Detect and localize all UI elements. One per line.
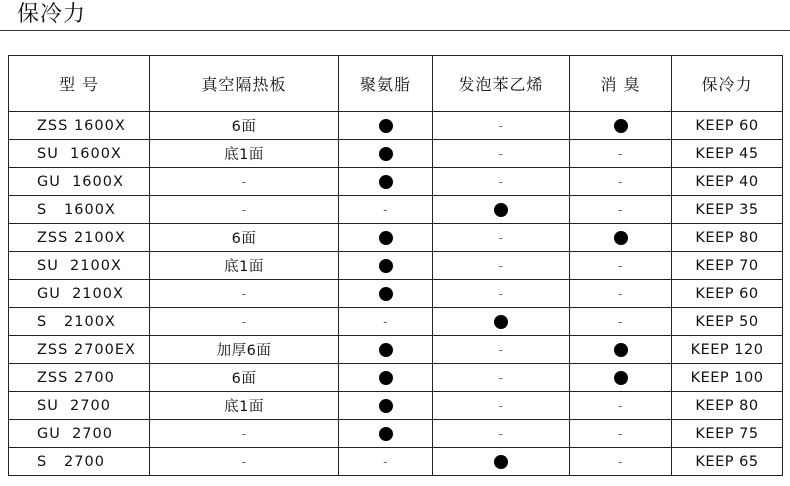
cell-text: SU 2700 [37, 397, 111, 414]
deodorize-cell [570, 392, 672, 420]
model-cell [9, 392, 150, 420]
styrofoam-cell [433, 336, 570, 364]
polyurethane-cell [339, 308, 433, 336]
cold-retention-cell [672, 364, 783, 392]
cell-text: - [618, 146, 623, 161]
filled-circle-icon [379, 147, 393, 161]
table-row [9, 420, 783, 448]
polyurethane-cell [339, 448, 433, 476]
filled-circle-icon [379, 259, 393, 273]
polyurethane-cell [339, 392, 433, 420]
cell-text: - [498, 230, 504, 245]
model-cell [9, 140, 150, 168]
filled-circle-icon [379, 343, 393, 357]
cell-text: - [498, 286, 504, 301]
cold-retention-cell [672, 168, 783, 196]
cell-text: S 1600X [37, 201, 116, 218]
cell-text: - [241, 286, 247, 301]
table-row [9, 252, 783, 280]
cell-text: KEEP 35 [695, 201, 759, 218]
filled-circle-icon [379, 399, 393, 413]
cell-text: - [618, 258, 623, 273]
vacuum-panel-cell [150, 448, 339, 476]
filled-circle-icon [494, 203, 508, 217]
cell-text: - [383, 202, 388, 217]
filled-circle-icon [614, 371, 628, 385]
filled-circle-icon [379, 371, 393, 385]
styrofoam-cell [433, 280, 570, 308]
filled-circle-icon [379, 175, 393, 189]
vacuum-panel-cell [150, 252, 339, 280]
cell-text: KEEP 65 [695, 453, 759, 470]
deodorize-cell [570, 168, 672, 196]
cold-retention-cell [672, 336, 783, 364]
cold-retention-cell [672, 420, 783, 448]
vacuum-panel-cell [150, 196, 339, 224]
cell-text: 加厚6面 [216, 343, 272, 359]
filled-circle-icon [614, 343, 628, 357]
cell-text: 底1面 [224, 399, 264, 415]
table-row [9, 196, 783, 224]
cell-text: SU 1600X [37, 145, 122, 162]
styrofoam-cell [433, 224, 570, 252]
cell-text: 底1面 [224, 147, 264, 163]
polyurethane-cell [339, 364, 433, 392]
cell-text: - [618, 314, 623, 329]
deodorize-cell [570, 448, 672, 476]
cell-text: KEEP 80 [695, 229, 759, 246]
model-cell [9, 112, 150, 140]
polyurethane-cell [339, 420, 433, 448]
styrofoam-cell [433, 112, 570, 140]
cell-text: - [498, 258, 504, 273]
cell-text: GU 2100X [37, 285, 124, 302]
cold-retention-cell [672, 392, 783, 420]
deodorize-cell [570, 252, 672, 280]
cell-text: GU 2700 [37, 425, 113, 442]
cell-text: - [498, 370, 504, 385]
cell-text: - [618, 426, 623, 441]
header-model: 型 号 [9, 56, 150, 112]
styrofoam-cell [433, 392, 570, 420]
vacuum-panel-cell [150, 112, 339, 140]
cell-text: ZSS 1600X [37, 117, 126, 134]
table-row [9, 336, 783, 364]
table-row [9, 308, 783, 336]
styrofoam-cell [433, 364, 570, 392]
filled-circle-icon [379, 231, 393, 245]
cell-text: ZSS 2700EX [37, 341, 136, 358]
model-cell [9, 336, 150, 364]
cell-text: - [241, 174, 247, 189]
cell-text: - [241, 454, 247, 469]
model-cell [9, 224, 150, 252]
cell-text: ZSS 2100X [37, 229, 126, 246]
vacuum-panel-cell [150, 308, 339, 336]
cold-retention-cell [672, 112, 783, 140]
deodorize-cell [570, 112, 672, 140]
header-vacuum-panel: 真空隔热板 [150, 56, 339, 112]
cell-text: KEEP 120 [690, 341, 764, 358]
cell-text: 6面 [231, 231, 257, 247]
cell-text: KEEP 75 [695, 425, 759, 442]
table-row [9, 392, 783, 420]
polyurethane-cell [339, 224, 433, 252]
filled-circle-icon [494, 455, 508, 469]
deodorize-cell [570, 196, 672, 224]
filled-circle-icon [379, 427, 393, 441]
table-row [9, 448, 783, 476]
model-cell [9, 420, 150, 448]
polyurethane-cell [339, 140, 433, 168]
polyurethane-cell [339, 112, 433, 140]
cell-text: S 2700 [37, 453, 105, 470]
cold-retention-cell [672, 280, 783, 308]
cell-text: - [618, 286, 623, 301]
header-cold-retention: 保冷力 [672, 56, 783, 112]
styrofoam-cell [433, 448, 570, 476]
page-title: 保冷力 [17, 2, 87, 27]
deodorize-cell [570, 364, 672, 392]
filled-circle-icon [379, 119, 393, 133]
styrofoam-cell [433, 308, 570, 336]
cell-text: S 2100X [37, 313, 116, 330]
header-deodorize: 消 臭 [570, 56, 672, 112]
cell-text: - [241, 314, 247, 329]
polyurethane-cell [339, 252, 433, 280]
styrofoam-cell [433, 196, 570, 224]
deodorize-cell [570, 336, 672, 364]
cell-text: KEEP 70 [695, 257, 759, 274]
table-header-row [9, 56, 783, 112]
filled-circle-icon [614, 231, 628, 245]
vacuum-panel-cell [150, 280, 339, 308]
model-cell [9, 364, 150, 392]
table-body [9, 112, 783, 476]
deodorize-cell [570, 308, 672, 336]
cell-text: 6面 [231, 119, 257, 135]
cell-text: - [498, 118, 504, 133]
model-cell [9, 252, 150, 280]
table-row [9, 364, 783, 392]
cell-text: - [498, 398, 504, 413]
title-divider [0, 30, 790, 31]
table-row [9, 168, 783, 196]
polyurethane-cell [339, 280, 433, 308]
polyurethane-cell [339, 168, 433, 196]
cell-text: - [618, 202, 623, 217]
model-cell [9, 196, 150, 224]
cell-text: - [618, 174, 623, 189]
cold-retention-cell [672, 448, 783, 476]
cold-retention-table [8, 55, 783, 476]
cell-text: SU 2100X [37, 257, 122, 274]
table-row [9, 280, 783, 308]
table-row [9, 140, 783, 168]
cold-retention-cell [672, 196, 783, 224]
deodorize-cell [570, 140, 672, 168]
vacuum-panel-cell [150, 420, 339, 448]
filled-circle-icon [379, 287, 393, 301]
deodorize-cell [570, 420, 672, 448]
styrofoam-cell [433, 420, 570, 448]
cell-text: - [618, 454, 623, 469]
vacuum-panel-cell [150, 392, 339, 420]
cell-text: KEEP 60 [695, 117, 759, 134]
cell-text: KEEP 60 [695, 285, 759, 302]
model-cell [9, 168, 150, 196]
cell-text: 底1面 [224, 259, 264, 275]
cold-retention-cell [672, 140, 783, 168]
cell-text: - [241, 202, 247, 217]
cell-text: KEEP 100 [690, 369, 764, 386]
filled-circle-icon [494, 315, 508, 329]
model-cell [9, 308, 150, 336]
cell-text: GU 1600X [37, 173, 124, 190]
cell-text: - [383, 314, 388, 329]
deodorize-cell [570, 280, 672, 308]
polyurethane-cell [339, 336, 433, 364]
cell-text: - [498, 426, 504, 441]
header-styrofoam: 发泡苯乙烯 [433, 56, 570, 112]
cold-retention-cell [672, 252, 783, 280]
styrofoam-cell [433, 140, 570, 168]
cold-retention-cell [672, 224, 783, 252]
cell-text: ZSS 2700 [37, 369, 115, 386]
vacuum-panel-cell [150, 168, 339, 196]
styrofoam-cell [433, 252, 570, 280]
cell-text: KEEP 80 [695, 397, 759, 414]
header-polyurethane: 聚氨脂 [339, 56, 433, 112]
filled-circle-icon [614, 119, 628, 133]
cell-text: - [383, 454, 388, 469]
cell-text: - [498, 174, 504, 189]
styrofoam-cell [433, 168, 570, 196]
model-cell [9, 280, 150, 308]
cell-text: KEEP 40 [695, 173, 759, 190]
cold-retention-cell [672, 308, 783, 336]
cell-text: KEEP 45 [695, 145, 759, 162]
vacuum-panel-cell [150, 140, 339, 168]
deodorize-cell [570, 224, 672, 252]
cell-text: - [618, 398, 623, 413]
table-row [9, 224, 783, 252]
cell-text: KEEP 50 [695, 313, 759, 330]
polyurethane-cell [339, 196, 433, 224]
cell-text: - [498, 342, 504, 357]
vacuum-panel-cell [150, 336, 339, 364]
model-cell [9, 448, 150, 476]
cell-text: - [498, 146, 504, 161]
cell-text: 6面 [231, 371, 257, 387]
cell-text: - [241, 426, 247, 441]
vacuum-panel-cell [150, 364, 339, 392]
table-row [9, 112, 783, 140]
vacuum-panel-cell [150, 224, 339, 252]
